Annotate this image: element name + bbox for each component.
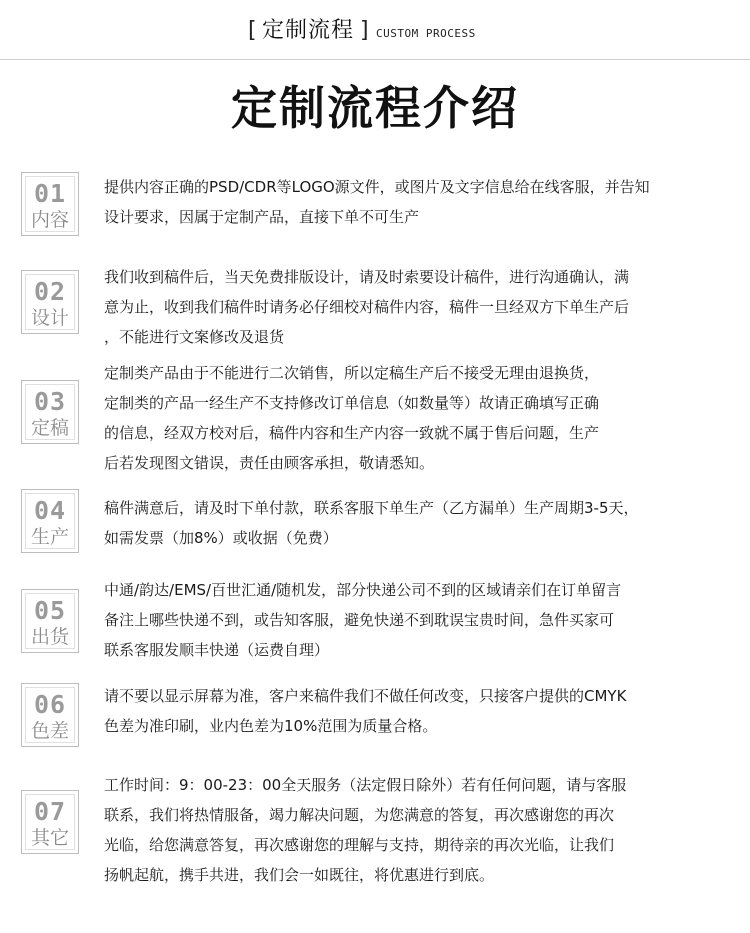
- text-line: 定制类产品由于不能进行二次销售，所以定稿生产后不接受无理由退换货，: [104, 364, 600, 382]
- section-header: [0, 14, 750, 48]
- header-divider: [0, 59, 750, 60]
- text-line: 扬帆起航，携手共进，我们会一如既往，将优惠进行到底。: [104, 866, 495, 884]
- header-bracket-left: [: [248, 18, 257, 43]
- text-line: 备注上哪些快递不到，或告知客服，避免快递不到耽误宝贵时间，急件买家可: [104, 611, 615, 629]
- text-line: 如需发票（加8%）或收据（免费）: [104, 529, 338, 547]
- text-line: ，不能进行文案修改及退货: [104, 328, 285, 346]
- step-badge: [21, 270, 79, 334]
- step-badge: [21, 380, 79, 444]
- text-line: 色差为准印刷，业内色差为10%范围为质量合格。: [104, 717, 438, 735]
- text-line: 提供内容正确的PSD/CDR等LOGO源文件，或图片及文字信息给在线客服，并告知: [104, 178, 650, 196]
- step-number: 01: [33, 179, 67, 208]
- step-number: 02: [33, 277, 67, 306]
- page-title: 定制流程介绍: [231, 81, 519, 135]
- step-label: 生产: [30, 526, 69, 548]
- text-line: 的信息，经双方校对后，稿件内容和生产内容一致就不属于售后问题，生产: [104, 424, 600, 442]
- step-label: 出货: [30, 626, 69, 648]
- step-description: [104, 575, 724, 665]
- text-line: 后若发现图文错误，责任由顾客承担，敬请悉知。: [104, 454, 435, 472]
- step-label: 设计: [30, 307, 69, 329]
- step-badge: [21, 489, 79, 553]
- header-title-cn: 定制流程: [262, 18, 355, 43]
- step-label: 色差: [30, 720, 69, 742]
- step-number: 06: [33, 690, 67, 719]
- text-line: 光临，给您满意答复，再次感谢您的理解与支持，期待亲的再次光临，让我们: [104, 836, 615, 854]
- text-line: 稿件满意后，请及时下单付款，联系客服下单生产（乙方漏单）生产周期3-5天，: [104, 499, 639, 517]
- step-label: 定稿: [30, 417, 69, 439]
- text-line: 定制类的产品一经生产不支持修改订单信息（如数量等）故请正确填写正确: [104, 394, 600, 412]
- step-description: [104, 262, 724, 352]
- step-number: 04: [33, 496, 67, 525]
- step-badge: [21, 790, 79, 854]
- header-bracket-right: ]: [360, 18, 369, 43]
- step-badge: [21, 683, 79, 747]
- text-line: 设计要求，因属于定制产品，直接下单不可生产: [104, 208, 420, 226]
- text-line: 请不要以显示屏幕为准，客户来稿件我们不做任何改变，只接客户提供的CMYK: [104, 687, 627, 705]
- text-line: 联系客服发顺丰快递（运费自理）: [104, 641, 330, 659]
- text-line: 我们收到稿件后，当天免费排版设计，请及时索要设计稿件，进行沟通确认，满: [104, 268, 630, 286]
- step-number: 03: [33, 387, 67, 416]
- text-line: 意为止，收到我们稿件时请务必仔细校对稿件内容，稿件一旦经双方下单生产后: [104, 298, 630, 316]
- step-description: [104, 172, 724, 232]
- text-line: 工作时间：9：00-23：00全天服务（法定假日除外）若有任何问题，请与客服: [104, 776, 627, 794]
- step-description: [104, 493, 724, 553]
- step-label: 内容: [30, 209, 69, 231]
- step-number: 07: [33, 797, 67, 826]
- text-line: 联系，我们将热情服备，竭力解决问题，为您满意的答复，再次感谢您的再次: [104, 806, 615, 824]
- step-description: [104, 770, 724, 890]
- step-badge: [21, 589, 79, 653]
- header-title-en: CUSTOM PROCESS: [376, 27, 476, 40]
- text-line: 中通/韵达/EMS/百世汇通/随机发，部分快递公司不到的区域请亲们在订单留言: [104, 581, 622, 599]
- step-label: 其它: [30, 827, 69, 849]
- step-badge: [21, 172, 79, 236]
- step-description: [104, 358, 724, 478]
- step-description: [104, 681, 724, 741]
- step-number: 05: [33, 596, 67, 625]
